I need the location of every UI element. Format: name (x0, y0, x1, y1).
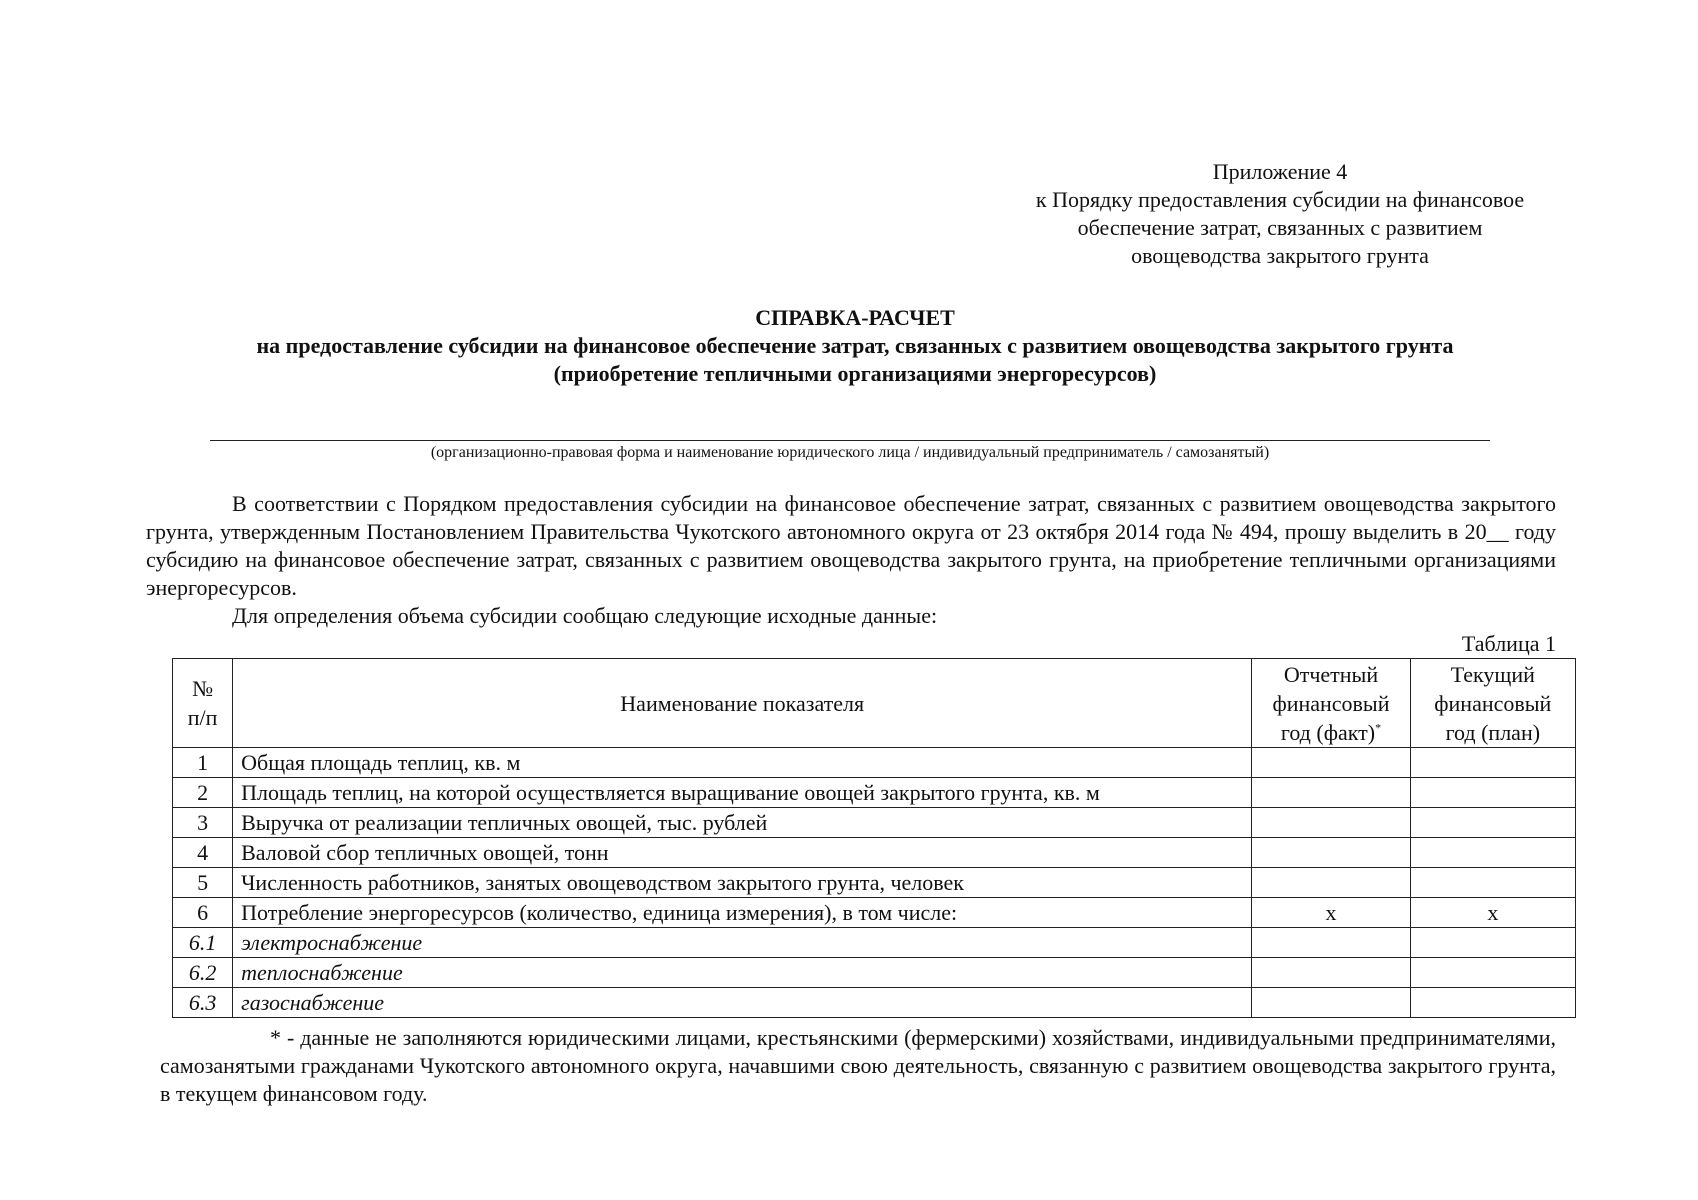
table-row (173, 988, 1576, 1018)
header-indicator-name: Наименование показателя (233, 659, 1252, 748)
table-caption: Таблица 1 (1461, 631, 1556, 656)
footnote: * - данные не заполняются юридическими лицами, крестьянскими (фермерскими) хозяйствами, индивидуальными предпринимателями, самозанятыми гражданами Чукотского автономного округа, начавшими свою деятельность, связанную с развитием овощеводства закрытого грунта, в текущем финансовом году. (160, 1025, 1556, 1106)
table-row (173, 748, 1576, 778)
row-number: 5 (173, 868, 233, 898)
table-row (173, 868, 1576, 898)
row-fact-value: х (1252, 898, 1410, 928)
header-current-year: Текущий финансовый год (план) (1410, 659, 1575, 748)
row-plan-value[interactable] (1410, 958, 1575, 988)
document-title: СПРАВКА-РАСЧЕТ (755, 305, 955, 330)
row-fact-value[interactable] (1252, 988, 1410, 1018)
appendix-number: Приложение 4 (1212, 159, 1348, 184)
table-row (173, 838, 1576, 868)
source-data-intro: Для определения объема субсидии сообщаю следующие исходные данные: (232, 603, 938, 628)
header-number: № п/п (173, 659, 233, 748)
row-indicator: Потребление энергоресурсов (количество, единица измерения), в том числе: (233, 898, 1252, 928)
row-plan-value[interactable] (1410, 808, 1575, 838)
row-indicator: газоснабжение (233, 988, 1252, 1018)
table-row (173, 808, 1576, 838)
request-paragraph: В соответствии с Порядком предоставления субсидии на финансовое обеспечение затрат, связанных с развитием овощеводства закрытого грунта, утвержденным Постановлением Правительства Чукотского автономного округа от 23 октября 2014 года № 494, прошу выделить в 20__ году субсидию на финансовое обеспечение затрат, связанных с развитием овощеводства закрытого грунта, на приобретение тепличными организациями энергоресурсов. (146, 491, 1556, 600)
row-number: 6 (173, 898, 233, 928)
row-fact-value[interactable] (1252, 868, 1410, 898)
row-fact-value[interactable] (1252, 748, 1410, 778)
row-plan-value[interactable] (1410, 838, 1575, 868)
row-fact-value[interactable] (1252, 958, 1410, 988)
header-reporting-year: Отчетный финансовый год (факт)* (1252, 659, 1410, 748)
document-subtitle: на предоставление субсидии на финансовое обеспечение затрат, связанных с развитием овощеводства закрытого грунта (256, 333, 1454, 358)
row-fact-value[interactable] (1252, 928, 1410, 958)
row-plan-value[interactable] (1410, 868, 1575, 898)
document-subtitle-parenthetical: (приобретение тепличными организациями энергоресурсов) (553, 361, 1157, 386)
table-row (173, 958, 1576, 988)
row-number: 2 (173, 778, 233, 808)
row-plan-value[interactable] (1410, 748, 1575, 778)
table-header-row (173, 659, 1576, 748)
table-row (173, 928, 1576, 958)
row-indicator: теплоснабжение (233, 958, 1252, 988)
row-indicator: электроснабжение (233, 928, 1252, 958)
table-row (173, 898, 1576, 928)
row-indicator: Валовой сбор тепличных овощей, тонн (233, 838, 1252, 868)
organization-name-caption: (организационно-правовая форма и наименование юридического лица / индивидуальный предприниматель / самозанятый) (430, 444, 1270, 461)
row-plan-value[interactable] (1410, 988, 1575, 1018)
appendix-header (1000, 158, 1560, 270)
row-number: 6.1 (173, 928, 233, 958)
row-fact-value[interactable] (1252, 838, 1410, 868)
appendix-reference-line-1: к Порядку предоставления субсидии на финансовое (1035, 187, 1525, 212)
row-number: 1 (173, 748, 233, 778)
document-title-block (140, 304, 1570, 388)
row-indicator: Численность работников, занятых овощеводством закрытого грунта, человек (233, 868, 1252, 898)
row-fact-value[interactable] (1252, 808, 1410, 838)
row-plan-value[interactable] (1410, 928, 1575, 958)
row-indicator: Площадь теплиц, на которой осуществляется выращивание овощей закрытого грунта, кв. м (233, 778, 1252, 808)
organization-name-blank-line (210, 440, 1490, 441)
indicators-table (172, 658, 1576, 1018)
appendix-reference-line-3: овощеводства закрытого грунта (1131, 243, 1429, 268)
row-number: 3 (173, 808, 233, 838)
appendix-reference-line-2: обеспечение затрат, связанных с развитием (1077, 215, 1483, 240)
row-number: 4 (173, 838, 233, 868)
row-plan-value: х (1410, 898, 1575, 928)
row-number: 6.2 (173, 958, 233, 988)
row-number: 6.3 (173, 988, 233, 1018)
row-plan-value[interactable] (1410, 778, 1575, 808)
row-indicator: Выручка от реализации тепличных овощей, тыс. рублей (233, 808, 1252, 838)
row-fact-value[interactable] (1252, 778, 1410, 808)
table-row (173, 778, 1576, 808)
footnote-marker: * (1375, 720, 1382, 735)
row-indicator: Общая площадь теплиц, кв. м (233, 748, 1252, 778)
